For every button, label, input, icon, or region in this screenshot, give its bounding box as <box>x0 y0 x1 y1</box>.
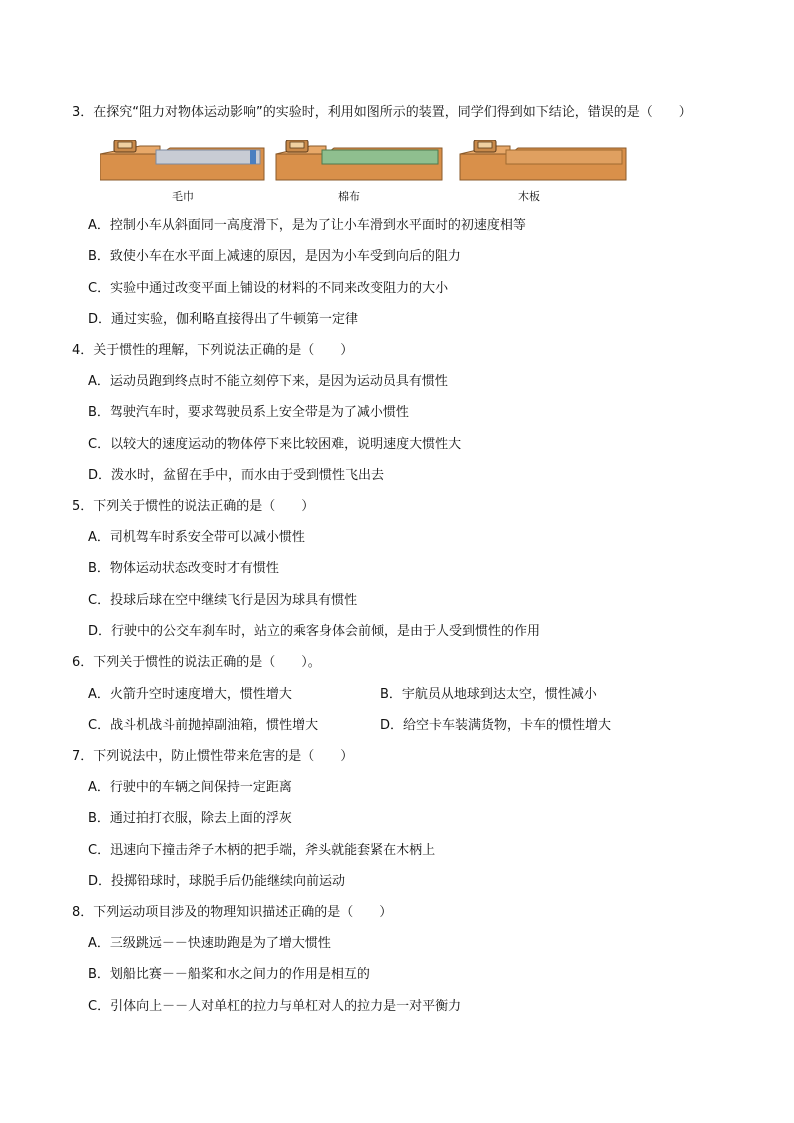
q3-option-c: C．实验中通过改变平面上铺设的材料的不同来改变阻力的大小 <box>88 281 449 296</box>
q4-option-a: A．运动员跑到终点时不能立刻停下来，是因为运动员具有惯性 <box>88 374 448 389</box>
ramp-surfaces-illustration <box>100 140 630 188</box>
q4-option-d: D．泼水时，盆留在手中，而水由于受到惯性飞出去 <box>88 468 385 483</box>
q7-option-a: A．行驶中的车辆之间保持一定距离 <box>88 780 292 795</box>
cloth-ramp-setup <box>276 140 442 180</box>
figure-label-towel: 毛巾 <box>172 190 194 203</box>
towel-ramp-setup <box>100 140 264 180</box>
q3-option-a: A．控制小车从斜面同一高度滑下，是为了让小车滑到水平面时的初速度相等 <box>88 218 526 233</box>
q7-option-c: C．迅速向下撞击斧子木柄的把手端，斧头就能套紧在木柄上 <box>88 843 436 858</box>
q4-stem: 4．关于惯性的理解，下列说法正确的是（ ） <box>72 343 354 358</box>
figure-label-board: 木板 <box>518 190 540 203</box>
q8-option-c: C．引体向上－－人对单杠的拉力与单杠对人的拉力是一对平衡力 <box>88 999 462 1014</box>
q4-option-c: C．以较大的速度运动的物体停下来比较困难，说明速度大惯性大 <box>88 437 462 452</box>
board-ramp-setup <box>460 140 626 180</box>
q5-option-d: D．行驶中的公交车刹车时，站立的乘客身体会前倾，是由于人受到惯性的作用 <box>88 624 541 639</box>
q3-option-d: D．通过实验，伽利略直接得出了牛顿第一定律 <box>88 312 359 327</box>
q5-option-c: C．投球后球在空中继续飞行是因为球具有惯性 <box>88 593 358 608</box>
q8-option-b: B．划船比赛－－船桨和水之间力的作用是相互的 <box>88 967 370 982</box>
q3-option-b: B．致使小车在水平面上减速的原因，是因为小车受到向后的阻力 <box>88 249 461 264</box>
q6-option-a: A．火箭升空时速度增大，惯性增大 <box>88 687 292 702</box>
q5-stem: 5．下列关于惯性的说法正确的是（ ） <box>72 499 315 514</box>
q5-option-a: A．司机驾车时系安全带可以减小惯性 <box>88 530 305 545</box>
q8-option-a: A．三级跳远－－快速助跑是为了增大惯性 <box>88 936 331 951</box>
figure-label-cloth: 棉布 <box>338 190 360 203</box>
q6-option-c: C．战斗机战斗前抛掉副油箱，惯性增大 <box>88 718 319 733</box>
q6-option-b: B．宇航员从地球到达太空，惯性减小 <box>380 687 597 702</box>
q6-option-d: D．给空卡车装满货物，卡车的惯性增大 <box>380 718 612 733</box>
q8-stem: 8．下列运动项目涉及的物理知识描述正确的是（ ） <box>72 905 393 920</box>
q5-option-b: B．物体运动状态改变时才有惯性 <box>88 561 279 576</box>
q3-figure <box>100 140 630 203</box>
q7-option-d: D．投掷铅球时，球脱手后仍能继续向前运动 <box>88 874 346 889</box>
q6-stem: 6．下列关于惯性的说法正确的是（ ）。 <box>72 655 321 670</box>
q7-stem: 7．下列说法中，防止惯性带来危害的是（ ） <box>72 749 354 764</box>
q7-option-b: B．通过拍打衣服，除去上面的浮灰 <box>88 811 292 826</box>
q3-stem: 3．在探究“阻力对物体运动影响”的实验时，利用如图所示的装置，同学们得到如下结论，错误的是（ ） <box>72 105 692 120</box>
q4-option-b: B．驾驶汽车时，要求驾驶员系上安全带是为了减小惯性 <box>88 405 409 420</box>
